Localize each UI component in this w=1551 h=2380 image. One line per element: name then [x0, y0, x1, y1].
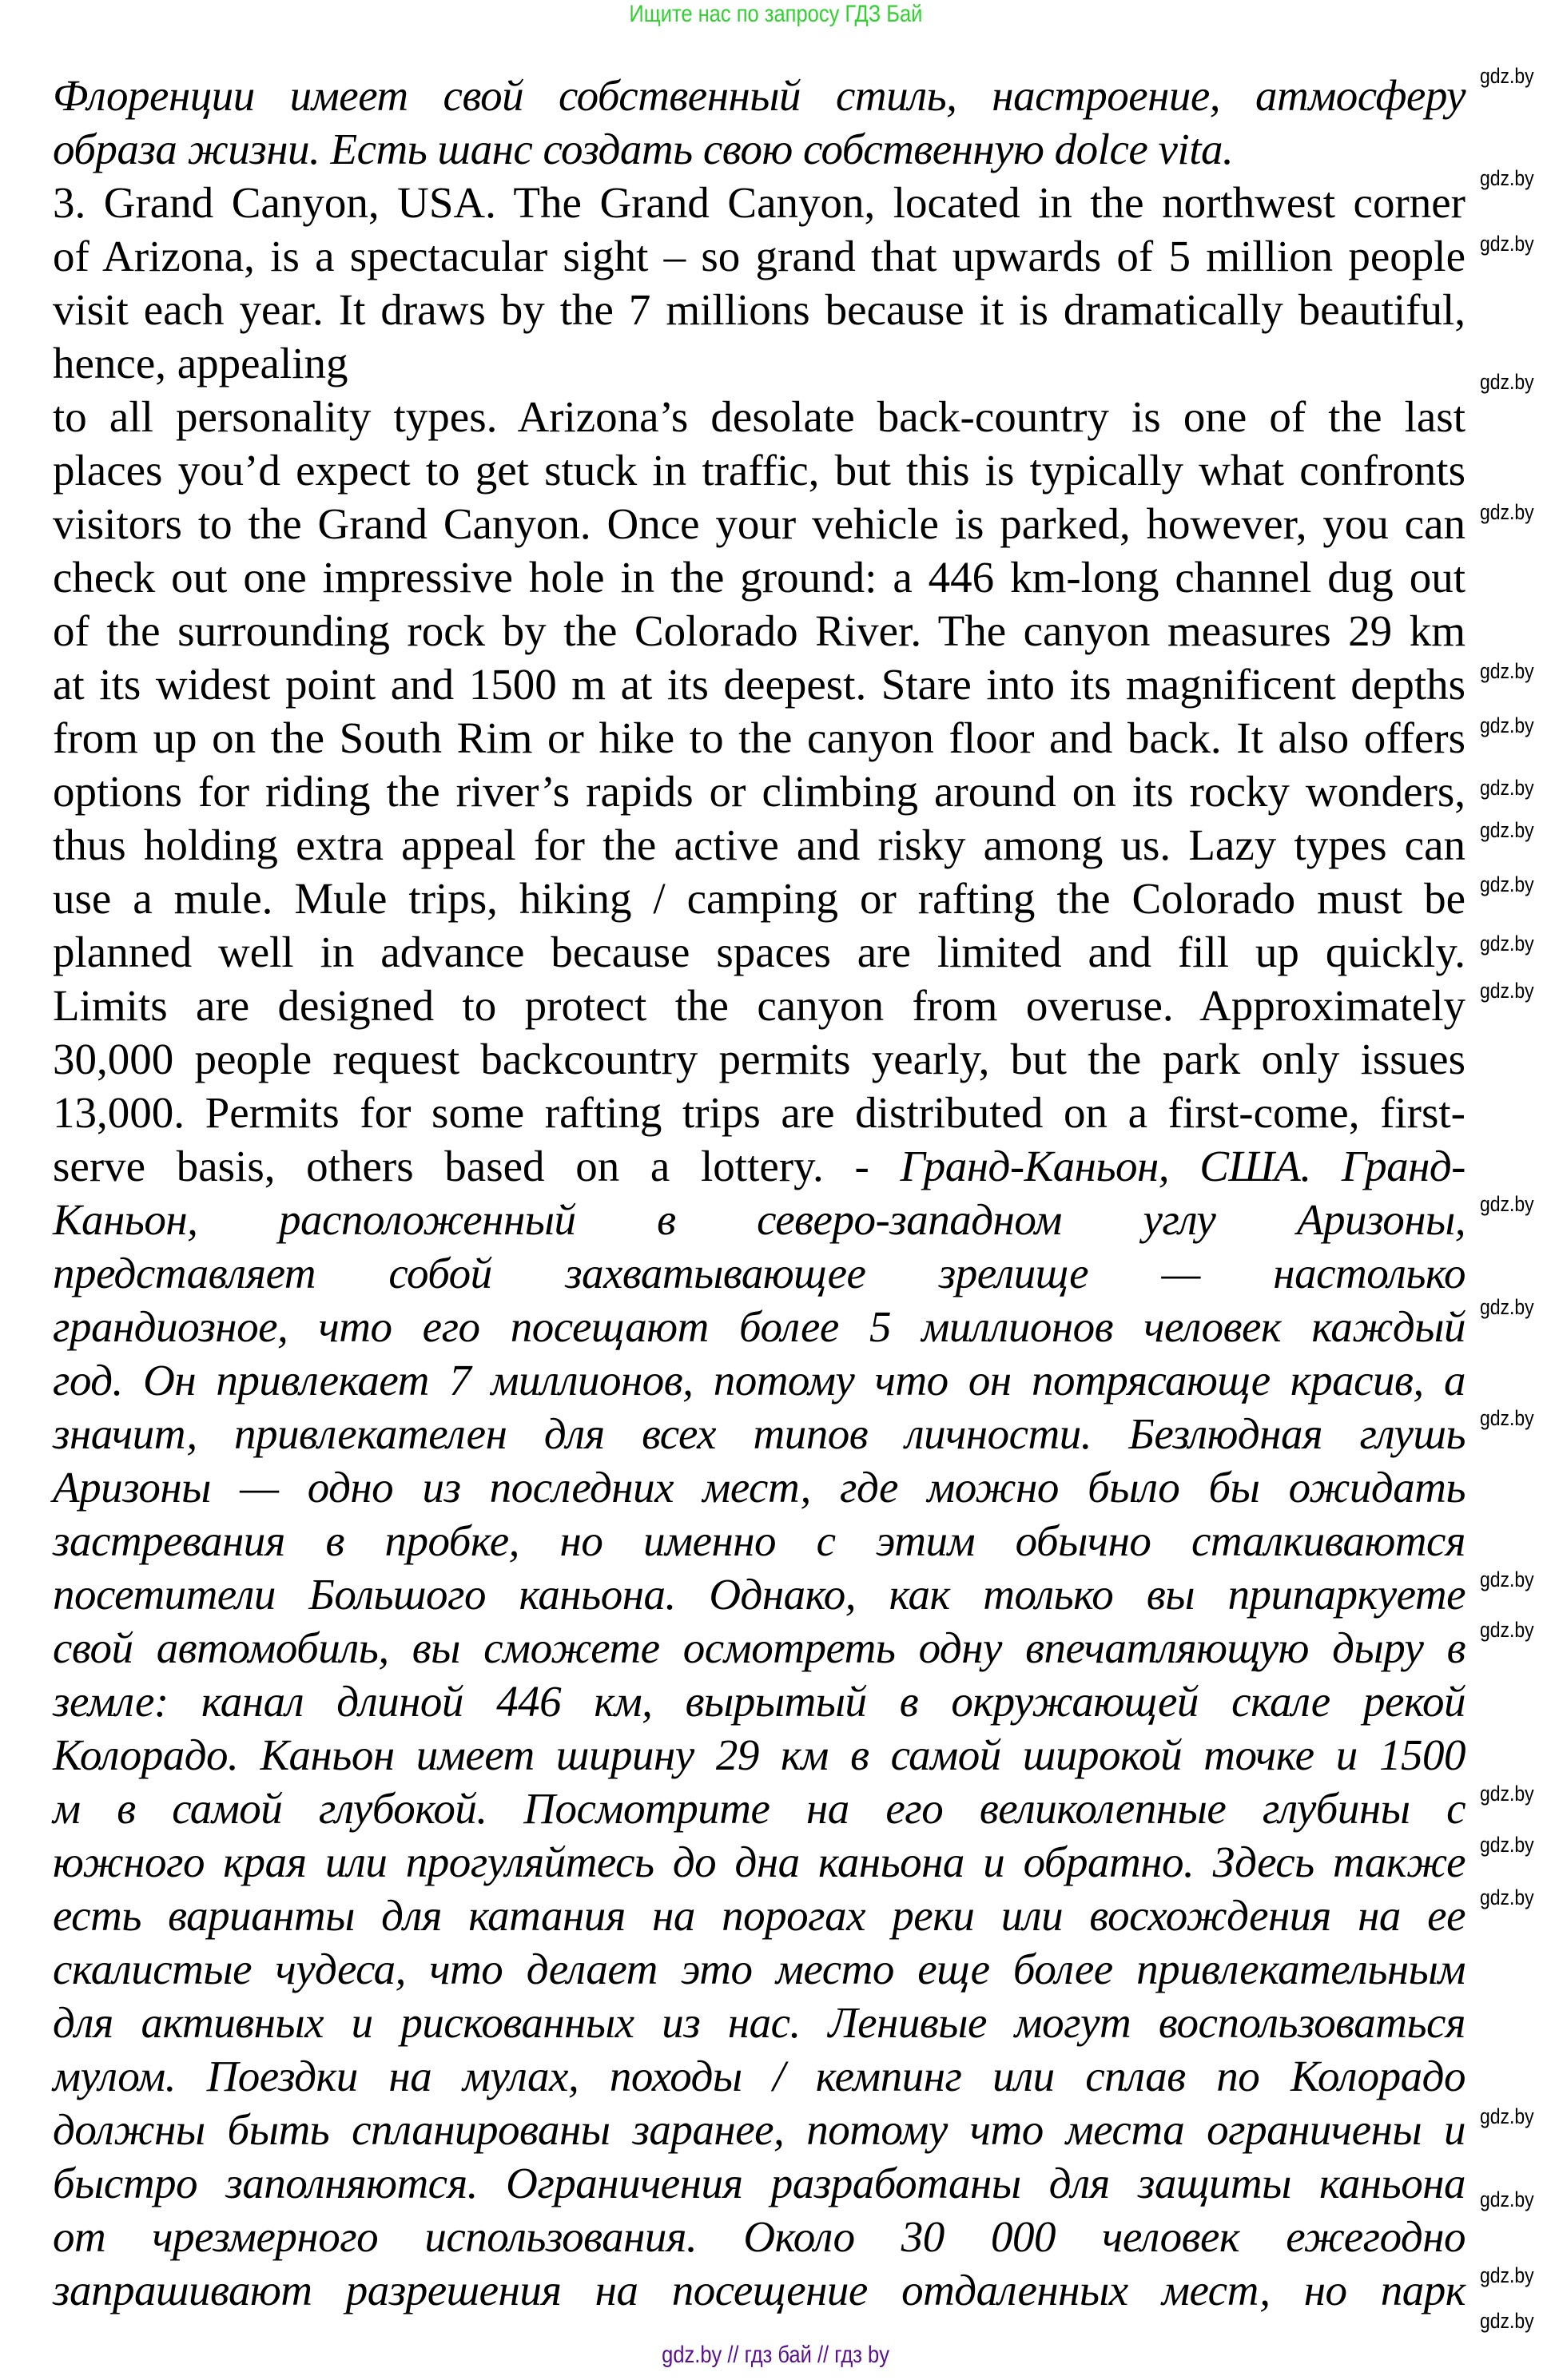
- english-text: of the surrounding rock by the Colorado River. The canyon measures 29 km: [53, 606, 1465, 655]
- footer-links[interactable]: [0, 2341, 1551, 2370]
- text-line: [53, 1193, 1465, 1246]
- watermark-label: gdz.by: [1480, 500, 1534, 524]
- text-line: [53, 1139, 1465, 1193]
- text-line: [53, 1407, 1465, 1460]
- text-line: [53, 1675, 1465, 1728]
- english-text: planned well in advance because spaces are limited and fill up quickly.: [53, 928, 1465, 976]
- english-text: visit each year. It draws by the 7 millions because it is dramatically beautiful,: [53, 285, 1465, 334]
- russian-text: грандиозное, что его посещают более 5 миллионов человек каждый: [53, 1302, 1465, 1351]
- text-line: [53, 925, 1465, 979]
- english-text: 3. Grand Canyon, USA. The Grand Canyon, located in the northwest corner: [53, 178, 1465, 227]
- text-line: [53, 283, 1465, 336]
- english-text: places you’d expect to get stuck in traffic, but this is typically what confronts: [53, 446, 1465, 495]
- watermark-label: gdz.by: [1480, 1192, 1534, 1216]
- text-line: [53, 69, 1465, 122]
- watermark-label: gdz.by: [1480, 370, 1534, 394]
- watermark-label: gdz.by: [1480, 932, 1534, 956]
- english-text: at its widest point and 1500 m at its deepest. Stare into its magnificent depths: [53, 660, 1465, 709]
- watermark-label: gdz.by: [1480, 2104, 1534, 2128]
- text-line: [53, 1942, 1465, 1996]
- text-line: [53, 176, 1465, 229]
- russian-text: Флоренции имеет свой собственный стиль, настроение, атмосферу: [53, 71, 1465, 120]
- watermark-label: gdz.by: [1480, 1406, 1534, 1430]
- russian-text: скалистые чудеса, что делает это место еще более привлекательным: [53, 1945, 1465, 1993]
- russian-text: свой автомобиль, вы сможете осмотреть одну впечатляющую дыру в: [53, 1623, 1465, 1672]
- watermark-label: gdz.by: [1480, 2187, 1534, 2211]
- document-text: [53, 69, 1465, 2317]
- text-line: [53, 2103, 1465, 2156]
- text-line: [53, 1889, 1465, 1942]
- text-line: [53, 658, 1465, 711]
- watermark-label: gdz.by: [1480, 776, 1534, 800]
- text-line: [53, 2049, 1465, 2103]
- russian-text: запрашивают разрешения на посещение отдаленных мест, но парк: [53, 2266, 1465, 2314]
- watermark-label: gdz.by: [1480, 818, 1534, 842]
- watermark-label: gdz.by: [1480, 979, 1534, 1003]
- watermark-label: gdz.by: [1480, 872, 1534, 896]
- english-text: options for riding the river’s rapids or climbing around on its rocky wonders,: [53, 767, 1465, 816]
- watermark-label: gdz.by: [1480, 1833, 1534, 1857]
- text-line: [53, 1782, 1465, 1835]
- watermark-label: gdz.by: [1480, 1782, 1534, 1806]
- text-line: [53, 818, 1465, 872]
- russian-text: Колорадо. Каньон имеет ширину 29 км в самой широкой точке и 1500: [53, 1730, 1465, 1779]
- english-text: to all personality types. Arizona’s desolate back-country is one of the last: [53, 392, 1465, 441]
- search-banner-text: Ищите нас по запросу ГДЗ Бай: [628, 1, 923, 27]
- text-line: [53, 1621, 1465, 1675]
- english-text: serve basis, others based on a lottery. -: [53, 1142, 901, 1190]
- russian-text: южного края или прогуляйтесь до дна каньона и обратно. Здесь также: [53, 1838, 1465, 1886]
- text-line: [53, 1514, 1465, 1567]
- watermark-label: gdz.by: [1480, 166, 1534, 190]
- russian-text: представляет собой захватывающее зрелище — настолько: [53, 1249, 1465, 1297]
- english-text: use a mule. Mule trips, hiking / camping or rafting the Colorado must be: [53, 874, 1465, 923]
- text-line: [53, 2156, 1465, 2210]
- text-line: [53, 550, 1465, 604]
- watermark-label: gdz.by: [1480, 1618, 1534, 1642]
- english-text: visitors to the Grand Canyon. Once your vehicle is parked, however, you can: [53, 499, 1465, 548]
- english-text: hence, appealing: [53, 339, 348, 387]
- search-banner[interactable]: [0, 0, 1551, 29]
- watermark-label: gdz.by: [1480, 64, 1534, 88]
- russian-text: должны быть спланированы заранее, потому что места ограничены и: [53, 2105, 1465, 2154]
- text-line: [53, 1567, 1465, 1621]
- text-line: [53, 1460, 1465, 1514]
- text-line: [53, 765, 1465, 818]
- text-line: [53, 1835, 1465, 1889]
- watermark-label: gdz.by: [1480, 659, 1534, 683]
- text-line: [53, 1032, 1465, 1086]
- watermark-label: gdz.by: [1480, 232, 1534, 256]
- text-line: [53, 1728, 1465, 1782]
- text-line: [53, 390, 1465, 443]
- english-text: check out one impressive hole in the ground: a 446 km-long channel dug out: [53, 553, 1465, 602]
- text-line: [53, 872, 1465, 925]
- russian-text: мулом. Поездки на мулах, походы / кемпинг или сплав по Колорадо: [53, 2052, 1465, 2100]
- text-line: [53, 1353, 1465, 1407]
- russian-text: год. Он привлекает 7 миллионов, потому что он потрясающе красив, а: [53, 1356, 1465, 1405]
- russian-text: м в самой глубокой. Посмотрите на его великолепные глубины с: [53, 1784, 1465, 1833]
- english-text: from up on the South Rim or hike to the canyon floor and back. It also offers: [53, 713, 1465, 762]
- text-line: [53, 711, 1465, 765]
- text-line: [53, 1246, 1465, 1300]
- text-line: [53, 229, 1465, 283]
- watermark-label: gdz.by: [1480, 1567, 1534, 1591]
- text-line: [53, 2263, 1465, 2317]
- english-text: of Arizona, is a spectacular sight – so grand that upwards of 5 million people: [53, 232, 1465, 280]
- text-line: [53, 1300, 1465, 1353]
- footer-links-text[interactable]: gdz.by // гдз бай // гдз by: [662, 2342, 889, 2368]
- text-line: [53, 443, 1465, 497]
- russian-text: земле: канал длиной 446 км, вырытый в окружающей скале рекой: [53, 1677, 1465, 1726]
- russian-text: от чрезмерного использования. Около 30 000 человек ежегодно: [53, 2212, 1465, 2261]
- english-text: Limits are designed to protect the canyon from overuse. Approximately: [53, 981, 1465, 1030]
- text-line: [53, 336, 1465, 390]
- russian-text: Каньон, расположенный в северо-западном углу Аризоны,: [53, 1195, 1465, 1244]
- text-line: [53, 497, 1465, 550]
- text-line: [53, 1086, 1465, 1139]
- watermark-label: gdz.by: [1480, 1885, 1534, 1909]
- russian-text: для активных и рискованных из нас. Ленивые могут воспользоваться: [53, 1998, 1465, 2047]
- watermark-label: gdz.by: [1480, 1295, 1534, 1319]
- russian-text: застревания в пробке, но именно с этим обычно сталкиваются: [53, 1516, 1465, 1565]
- text-line: [53, 1996, 1465, 2049]
- russian-text: Гранд-Каньон, США. Гранд-: [900, 1142, 1466, 1190]
- text-line: [53, 979, 1465, 1032]
- watermark-label: gdz.by: [1480, 2263, 1534, 2287]
- watermark-label: gdz.by: [1480, 2309, 1534, 2333]
- english-text: 13,000. Permits for some rafting trips are distributed on a first-come, first-: [53, 1088, 1465, 1137]
- english-text: thus holding extra appeal for the active and risky among us. Lazy types can: [53, 820, 1465, 869]
- watermark-label: gdz.by: [1480, 713, 1534, 737]
- russian-text: значит, привлекателен для всех типов личности. Безлюдная глушь: [53, 1409, 1465, 1458]
- russian-text: быстро заполняются. Ограничения разработаны для защиты каньона: [53, 2159, 1465, 2207]
- russian-text: посетители Большого каньона. Однако, как только вы припаркуете: [53, 1570, 1465, 1619]
- russian-text: Аризоны — одно из последних мест, где можно было бы ожидать: [53, 1463, 1465, 1512]
- english-text: 30,000 people request backcountry permits yearly, but the park only issues: [53, 1035, 1465, 1083]
- russian-text: есть варианты для катания на порогах реки или восхождения на ее: [53, 1891, 1465, 1940]
- russian-text: образа жизни. Есть шанс создать свою собственную dolce vita.: [53, 125, 1234, 173]
- text-line: [53, 604, 1465, 658]
- text-line: [53, 2210, 1465, 2263]
- text-line: [53, 122, 1465, 176]
